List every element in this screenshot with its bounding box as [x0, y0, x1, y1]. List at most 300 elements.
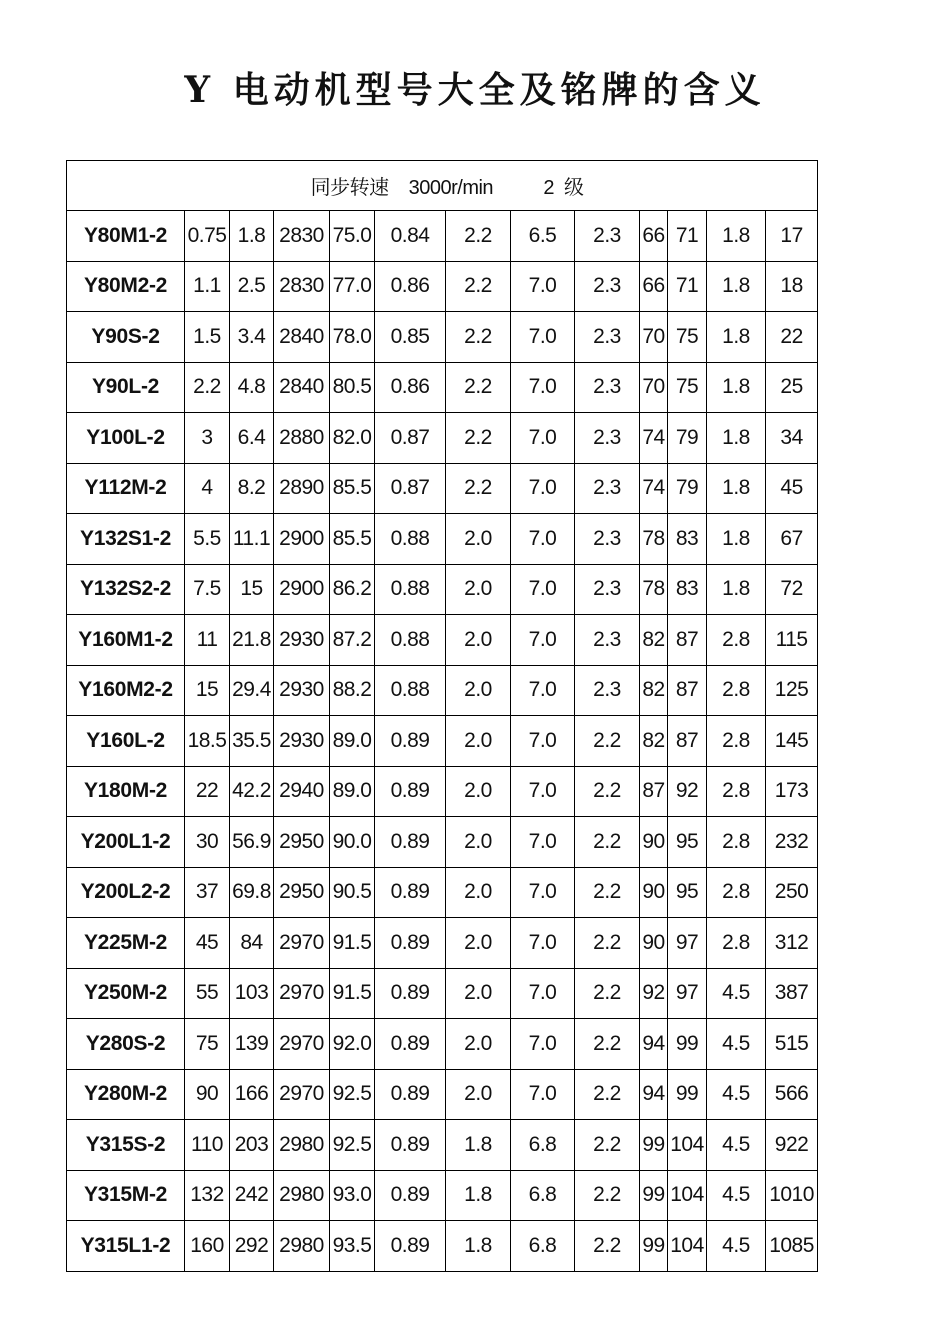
table-row: [67, 716, 818, 767]
table-row: [67, 665, 818, 716]
value-cell: 99: [640, 1221, 668, 1272]
value-cell: 2.0: [446, 1069, 511, 1120]
value-cell: 93.0: [330, 1170, 375, 1221]
value-cell: 99: [640, 1170, 668, 1221]
motor-spec-table: [66, 160, 818, 1272]
value-cell: 145: [766, 716, 818, 767]
value-cell: 566: [766, 1069, 818, 1120]
value-cell: 1.8: [446, 1170, 511, 1221]
value-cell: 92: [668, 766, 707, 817]
table-row: [67, 514, 818, 565]
value-cell: 0.75: [185, 211, 230, 262]
value-cell: 2.2: [575, 1069, 640, 1120]
value-cell: 2.0: [446, 867, 511, 918]
model-cell: Y132S1-2: [67, 514, 185, 565]
value-cell: 7.0: [511, 766, 575, 817]
value-cell: 2.3: [575, 211, 640, 262]
value-cell: 5.5: [185, 514, 230, 565]
value-cell: 87: [668, 665, 707, 716]
value-cell: 0.87: [375, 463, 446, 514]
value-cell: 75: [668, 312, 707, 363]
value-cell: 79: [668, 413, 707, 464]
value-cell: 110: [185, 1120, 230, 1171]
sync-speed-value: 3000r/min: [408, 177, 494, 199]
model-cell: Y80M1-2: [67, 211, 185, 262]
value-cell: 85.5: [330, 463, 375, 514]
value-cell: 7.0: [511, 968, 575, 1019]
value-cell: 1.8: [707, 211, 766, 262]
value-cell: 45: [766, 463, 818, 514]
value-cell: 94: [640, 1069, 668, 1120]
model-cell: Y315M-2: [67, 1170, 185, 1221]
value-cell: 2.3: [575, 665, 640, 716]
value-cell: 92.5: [330, 1069, 375, 1120]
value-cell: 4.5: [707, 1221, 766, 1272]
table-row: [67, 1120, 818, 1171]
value-cell: 0.89: [375, 817, 446, 868]
table-row: [67, 867, 818, 918]
value-cell: 2.2: [575, 766, 640, 817]
value-cell: 90: [640, 918, 668, 969]
value-cell: 2.2: [446, 312, 511, 363]
value-cell: 22: [185, 766, 230, 817]
value-cell: 35.5: [230, 716, 274, 767]
value-cell: 0.84: [375, 211, 446, 262]
value-cell: 0.86: [375, 261, 446, 312]
value-cell: 71: [668, 211, 707, 262]
model-cell: Y90L-2: [67, 362, 185, 413]
value-cell: 515: [766, 1019, 818, 1070]
value-cell: 0.89: [375, 968, 446, 1019]
value-cell: 4.5: [707, 1170, 766, 1221]
value-cell: 2.3: [575, 413, 640, 464]
model-cell: Y160L-2: [67, 716, 185, 767]
value-cell: 7.0: [511, 564, 575, 615]
value-cell: 2840: [274, 362, 330, 413]
value-cell: 82: [640, 716, 668, 767]
value-cell: 93.5: [330, 1221, 375, 1272]
table-header-row: [67, 161, 818, 211]
value-cell: 2.0: [446, 615, 511, 666]
table-row: [67, 817, 818, 868]
value-cell: 92.5: [330, 1120, 375, 1171]
value-cell: 56.9: [230, 817, 274, 868]
value-cell: 85.5: [330, 514, 375, 565]
value-cell: 4.5: [707, 1069, 766, 1120]
value-cell: 139: [230, 1019, 274, 1070]
value-cell: 2970: [274, 1069, 330, 1120]
pole-count: 2: [543, 177, 555, 199]
value-cell: 2.2: [185, 362, 230, 413]
value-cell: 2.3: [575, 615, 640, 666]
value-cell: 67: [766, 514, 818, 565]
value-cell: 0.87: [375, 413, 446, 464]
value-cell: 0.89: [375, 867, 446, 918]
value-cell: 2.8: [707, 817, 766, 868]
value-cell: 87: [668, 716, 707, 767]
value-cell: 4.5: [707, 968, 766, 1019]
value-cell: 2.2: [575, 1019, 640, 1070]
table-row: [67, 211, 818, 262]
value-cell: 91.5: [330, 918, 375, 969]
value-cell: 91.5: [330, 968, 375, 1019]
value-cell: 4.5: [707, 1120, 766, 1171]
table-row: [67, 463, 818, 514]
value-cell: 7.0: [511, 817, 575, 868]
value-cell: 104: [668, 1170, 707, 1221]
table-row: [67, 413, 818, 464]
value-cell: 2.2: [575, 1170, 640, 1221]
value-cell: 7.0: [511, 362, 575, 413]
value-cell: 86.2: [330, 564, 375, 615]
value-cell: 4.8: [230, 362, 274, 413]
value-cell: 92.0: [330, 1019, 375, 1070]
value-cell: 0.86: [375, 362, 446, 413]
model-cell: Y200L1-2: [67, 817, 185, 868]
model-cell: Y200L2-2: [67, 867, 185, 918]
value-cell: 2.5: [230, 261, 274, 312]
value-cell: 7.0: [511, 1069, 575, 1120]
value-cell: 2.8: [707, 615, 766, 666]
value-cell: 95: [668, 817, 707, 868]
value-cell: 0.89: [375, 1221, 446, 1272]
value-cell: 97: [668, 918, 707, 969]
value-cell: 1.8: [707, 514, 766, 565]
value-cell: 89.0: [330, 716, 375, 767]
value-cell: 22: [766, 312, 818, 363]
value-cell: 78: [640, 564, 668, 615]
value-cell: 1.8: [707, 413, 766, 464]
value-cell: 82.0: [330, 413, 375, 464]
value-cell: 1.5: [185, 312, 230, 363]
value-cell: 2.0: [446, 564, 511, 615]
table-row: [67, 362, 818, 413]
value-cell: 45: [185, 918, 230, 969]
table-row: [67, 918, 818, 969]
value-cell: 7.0: [511, 918, 575, 969]
value-cell: 2830: [274, 211, 330, 262]
value-cell: 2.2: [446, 261, 511, 312]
value-cell: 95: [668, 867, 707, 918]
table-row: [67, 615, 818, 666]
value-cell: 34: [766, 413, 818, 464]
page-title: Y 电动机型号大全及铭牌的含义: [184, 69, 766, 111]
value-cell: 88.2: [330, 665, 375, 716]
value-cell: 6.8: [511, 1221, 575, 1272]
value-cell: 2.3: [575, 362, 640, 413]
value-cell: 0.88: [375, 665, 446, 716]
value-cell: 75.0: [330, 211, 375, 262]
value-cell: 2.2: [575, 968, 640, 1019]
value-cell: 292: [230, 1221, 274, 1272]
value-cell: 2930: [274, 665, 330, 716]
value-cell: 104: [668, 1221, 707, 1272]
value-cell: 7.0: [511, 261, 575, 312]
value-cell: 2.2: [446, 362, 511, 413]
table-row: [67, 766, 818, 817]
value-cell: 2830: [274, 261, 330, 312]
value-cell: 2.0: [446, 665, 511, 716]
value-cell: 90.0: [330, 817, 375, 868]
value-cell: 2.8: [707, 766, 766, 817]
table-row: [67, 1069, 818, 1120]
value-cell: 2.2: [446, 211, 511, 262]
value-cell: 2.0: [446, 514, 511, 565]
value-cell: 89.0: [330, 766, 375, 817]
model-cell: Y100L-2: [67, 413, 185, 464]
value-cell: 6.8: [511, 1120, 575, 1171]
value-cell: 104: [668, 1120, 707, 1171]
value-cell: 2980: [274, 1221, 330, 1272]
sync-speed-label: 同步转速: [310, 177, 389, 199]
value-cell: 77.0: [330, 261, 375, 312]
value-cell: 160: [185, 1221, 230, 1272]
value-cell: 87: [640, 766, 668, 817]
value-cell: 2890: [274, 463, 330, 514]
value-cell: 7.0: [511, 716, 575, 767]
value-cell: 250: [766, 867, 818, 918]
value-cell: 922: [766, 1120, 818, 1171]
value-cell: 2970: [274, 1019, 330, 1070]
model-cell: Y160M1-2: [67, 615, 185, 666]
value-cell: 2.2: [575, 716, 640, 767]
value-cell: 55: [185, 968, 230, 1019]
value-cell: 2980: [274, 1120, 330, 1171]
value-cell: 2.3: [575, 564, 640, 615]
value-cell: 6.4: [230, 413, 274, 464]
value-cell: 2.8: [707, 867, 766, 918]
value-cell: 2880: [274, 413, 330, 464]
value-cell: 99: [668, 1019, 707, 1070]
value-cell: 1.8: [446, 1221, 511, 1272]
value-cell: 90: [185, 1069, 230, 1120]
value-cell: 74: [640, 413, 668, 464]
value-cell: 7.0: [511, 615, 575, 666]
model-cell: Y90S-2: [67, 312, 185, 363]
value-cell: 203: [230, 1120, 274, 1171]
value-cell: 70: [640, 362, 668, 413]
value-cell: 0.89: [375, 1170, 446, 1221]
table-row: [67, 1019, 818, 1070]
model-cell: Y160M2-2: [67, 665, 185, 716]
value-cell: 66: [640, 261, 668, 312]
value-cell: 3: [185, 413, 230, 464]
value-cell: 7.0: [511, 514, 575, 565]
value-cell: 42.2: [230, 766, 274, 817]
table-row: [67, 968, 818, 1019]
pole-unit: 级: [564, 177, 584, 199]
value-cell: 2.0: [446, 918, 511, 969]
value-cell: 70: [640, 312, 668, 363]
value-cell: 83: [668, 564, 707, 615]
value-cell: 7.0: [511, 1019, 575, 1070]
model-cell: Y280M-2: [67, 1069, 185, 1120]
value-cell: 2.8: [707, 716, 766, 767]
value-cell: 4: [185, 463, 230, 514]
value-cell: 2.8: [707, 665, 766, 716]
value-cell: 82: [640, 665, 668, 716]
value-cell: 37: [185, 867, 230, 918]
value-cell: 7.0: [511, 413, 575, 464]
value-cell: 3.4: [230, 312, 274, 363]
value-cell: 72: [766, 564, 818, 615]
value-cell: 166: [230, 1069, 274, 1120]
value-cell: 2950: [274, 817, 330, 868]
value-cell: 66: [640, 211, 668, 262]
value-cell: 99: [640, 1120, 668, 1171]
model-cell: Y180M-2: [67, 766, 185, 817]
model-cell: Y280S-2: [67, 1019, 185, 1070]
value-cell: 0.89: [375, 1120, 446, 1171]
value-cell: 75: [185, 1019, 230, 1070]
table-row: [67, 261, 818, 312]
value-cell: 18: [766, 261, 818, 312]
table-row: [67, 312, 818, 363]
value-cell: 75: [668, 362, 707, 413]
model-cell: Y315S-2: [67, 1120, 185, 1171]
value-cell: 8.2: [230, 463, 274, 514]
model-cell: Y132S2-2: [67, 564, 185, 615]
value-cell: 94: [640, 1019, 668, 1070]
model-cell: Y315L1-2: [67, 1221, 185, 1272]
value-cell: 2980: [274, 1170, 330, 1221]
value-cell: 312: [766, 918, 818, 969]
value-cell: 29.4: [230, 665, 274, 716]
value-cell: 7.5: [185, 564, 230, 615]
value-cell: 7.0: [511, 312, 575, 363]
value-cell: 78.0: [330, 312, 375, 363]
value-cell: 1.1: [185, 261, 230, 312]
value-cell: 15: [185, 665, 230, 716]
value-cell: 84: [230, 918, 274, 969]
value-cell: 1.8: [707, 463, 766, 514]
model-cell: Y225M-2: [67, 918, 185, 969]
value-cell: 2.3: [575, 514, 640, 565]
value-cell: 2.3: [575, 463, 640, 514]
value-cell: 1.8: [707, 362, 766, 413]
value-cell: 132: [185, 1170, 230, 1221]
table-row: [67, 564, 818, 615]
value-cell: 1.8: [446, 1120, 511, 1171]
value-cell: 92: [640, 968, 668, 1019]
value-cell: 6.5: [511, 211, 575, 262]
value-cell: 0.89: [375, 918, 446, 969]
value-cell: 87.2: [330, 615, 375, 666]
value-cell: 2970: [274, 918, 330, 969]
value-cell: 2.3: [575, 261, 640, 312]
value-cell: 90: [640, 867, 668, 918]
value-cell: 78: [640, 514, 668, 565]
value-cell: 30: [185, 817, 230, 868]
table-row: [67, 1221, 818, 1272]
value-cell: 82: [640, 615, 668, 666]
value-cell: 2.0: [446, 1019, 511, 1070]
value-cell: 2.8: [707, 918, 766, 969]
value-cell: 125: [766, 665, 818, 716]
value-cell: 1.8: [707, 564, 766, 615]
table-row: [67, 1170, 818, 1221]
value-cell: 11: [185, 615, 230, 666]
value-cell: 2900: [274, 514, 330, 565]
value-cell: 18.5: [185, 716, 230, 767]
value-cell: 0.88: [375, 564, 446, 615]
value-cell: 0.89: [375, 1069, 446, 1120]
value-cell: 2.0: [446, 766, 511, 817]
value-cell: 2.0: [446, 716, 511, 767]
value-cell: 232: [766, 817, 818, 868]
value-cell: 83: [668, 514, 707, 565]
value-cell: 387: [766, 968, 818, 1019]
value-cell: 1.8: [230, 211, 274, 262]
value-cell: 0.88: [375, 514, 446, 565]
value-cell: 2.0: [446, 817, 511, 868]
value-cell: 6.8: [511, 1170, 575, 1221]
value-cell: 7.0: [511, 463, 575, 514]
value-cell: 4.5: [707, 1019, 766, 1070]
value-cell: 2950: [274, 867, 330, 918]
value-cell: 1.8: [707, 312, 766, 363]
value-cell: 2970: [274, 968, 330, 1019]
value-cell: 7.0: [511, 665, 575, 716]
model-cell: Y80M2-2: [67, 261, 185, 312]
value-cell: 80.5: [330, 362, 375, 413]
value-cell: 2.2: [446, 413, 511, 464]
model-cell: Y112M-2: [67, 463, 185, 514]
value-cell: 2900: [274, 564, 330, 615]
value-cell: 173: [766, 766, 818, 817]
value-cell: 90: [640, 817, 668, 868]
value-cell: 1.8: [707, 261, 766, 312]
value-cell: 0.88: [375, 615, 446, 666]
value-cell: 97: [668, 968, 707, 1019]
value-cell: 71: [668, 261, 707, 312]
value-cell: 115: [766, 615, 818, 666]
value-cell: 2930: [274, 615, 330, 666]
value-cell: 2930: [274, 716, 330, 767]
value-cell: 2840: [274, 312, 330, 363]
value-cell: 2.3: [575, 312, 640, 363]
value-cell: 242: [230, 1170, 274, 1221]
value-cell: 2940: [274, 766, 330, 817]
value-cell: 0.85: [375, 312, 446, 363]
value-cell: 7.0: [511, 867, 575, 918]
value-cell: 103: [230, 968, 274, 1019]
value-cell: 11.1: [230, 514, 274, 565]
value-cell: 99: [668, 1069, 707, 1120]
value-cell: 0.89: [375, 1019, 446, 1070]
value-cell: 1085: [766, 1221, 818, 1272]
value-cell: 87: [668, 615, 707, 666]
value-cell: 79: [668, 463, 707, 514]
value-cell: 74: [640, 463, 668, 514]
value-cell: 17: [766, 211, 818, 262]
value-cell: 2.2: [575, 867, 640, 918]
value-cell: 2.2: [575, 1221, 640, 1272]
value-cell: 15: [230, 564, 274, 615]
value-cell: 1010: [766, 1170, 818, 1221]
value-cell: 2.2: [575, 817, 640, 868]
value-cell: 2.0: [446, 968, 511, 1019]
value-cell: 2.2: [575, 1120, 640, 1171]
sync-speed-header: [67, 161, 818, 211]
value-cell: 90.5: [330, 867, 375, 918]
value-cell: 69.8: [230, 867, 274, 918]
value-cell: 0.89: [375, 766, 446, 817]
value-cell: 2.2: [575, 918, 640, 969]
value-cell: 25: [766, 362, 818, 413]
model-cell: Y250M-2: [67, 968, 185, 1019]
value-cell: 21.8: [230, 615, 274, 666]
